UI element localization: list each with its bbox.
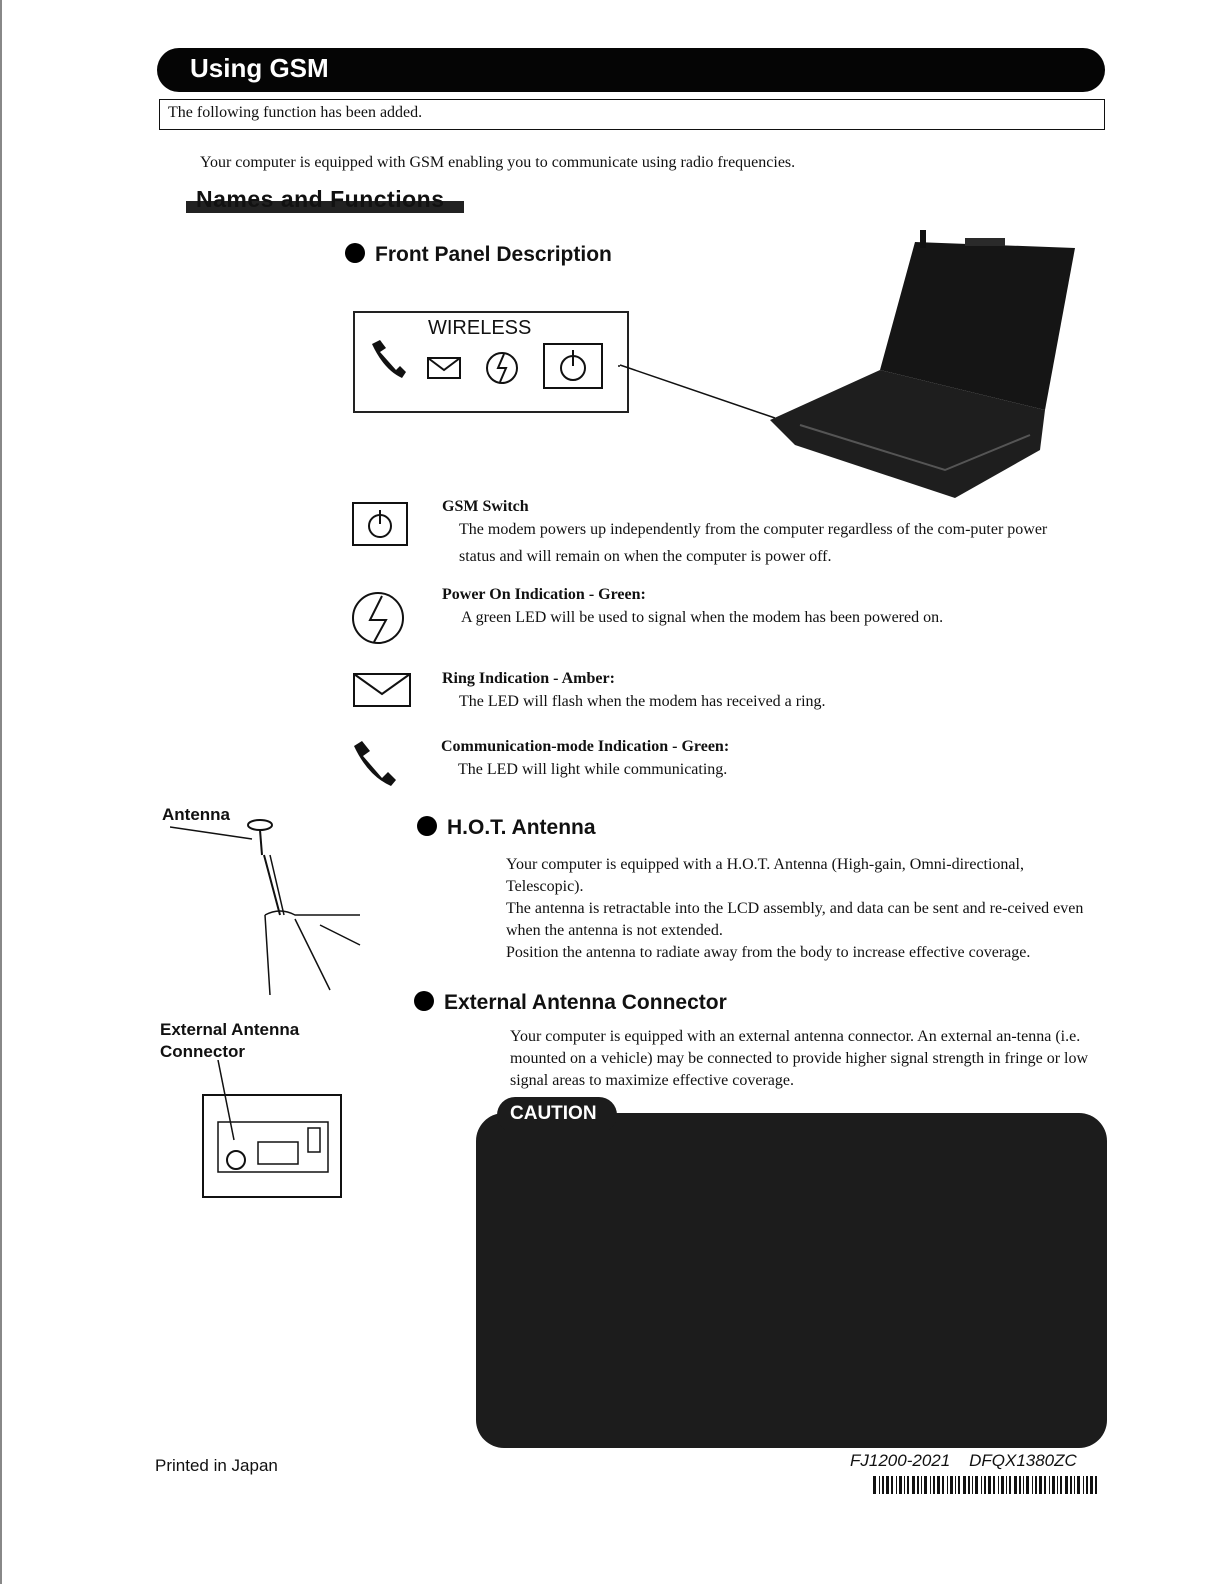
note-text: The following function has been added.	[168, 104, 423, 121]
item-ring: Ring Indication - Amber: The LED will flash when the modem has received a ring.	[442, 670, 826, 710]
barcode-bar	[1035, 1476, 1037, 1494]
power-on-indicator-icon	[350, 590, 410, 646]
barcode-bar	[1065, 1476, 1068, 1494]
external-antenna-text: Your computer is equipped with an external antenna connector. An external an-tenna (i.e. mounted on a vehicle) may be connected to provide higher signal strength in fringe or low signal areas to maximize effective coverage.	[510, 1028, 1089, 1089]
barcode-bar	[1019, 1476, 1021, 1494]
barcode-bar	[1032, 1476, 1033, 1494]
barcode-bar	[1026, 1476, 1029, 1494]
bullet-icon	[417, 816, 437, 836]
barcode-bar	[1006, 1476, 1007, 1494]
front-panel-heading: Front Panel Description	[345, 243, 612, 267]
bullet-icon	[414, 991, 434, 1011]
laptop-illustration	[615, 230, 1115, 510]
wireless-label: WIRELESS	[428, 317, 532, 339]
hot-antenna-text: Your computer is equipped with a H.O.T. Antenna (High-gain, Omni-directional, Telescopic). The antenna is retractable into the LCD assembly, and data can be sent and re-ceived even when the antenna is not extended. Position the antenna to radiate away from the body to increase effective coverage.	[506, 856, 1084, 961]
barcode-bar	[1057, 1476, 1058, 1494]
gsm-switch-icon	[350, 500, 410, 548]
barcode-bar	[988, 1476, 991, 1494]
barcode-bar	[1060, 1476, 1062, 1494]
names-heading: Names and Functions	[186, 186, 464, 213]
barcode-bar	[904, 1476, 905, 1494]
external-antenna-label: External Antenna Connector	[160, 1020, 300, 1061]
item-communication: Communication-mode Indication - Green: The LED will light while communicating.	[441, 738, 730, 778]
power-indicator-icon	[487, 353, 517, 383]
caution-label: CAUTION	[510, 1103, 597, 1124]
envelope-icon	[428, 358, 460, 378]
ring-envelope-icon	[352, 670, 412, 710]
barcode-bar	[907, 1476, 909, 1494]
barcode-bar	[1095, 1476, 1097, 1494]
power-switch-icon	[544, 344, 602, 388]
barcode-bar	[1077, 1476, 1080, 1494]
barcode-bar	[879, 1476, 880, 1494]
barcode-bar	[993, 1476, 995, 1494]
phone-icon	[372, 340, 406, 378]
panel-icons	[360, 336, 620, 396]
barcode-bar	[1023, 1476, 1024, 1494]
printed-in: Printed in Japan	[155, 1456, 278, 1475]
barcode-bar	[947, 1476, 948, 1494]
barcode-bar	[930, 1476, 931, 1494]
barcode-bar	[899, 1476, 902, 1494]
barcode-bar	[981, 1476, 982, 1494]
barcode-bar	[968, 1476, 970, 1494]
barcode-bar	[975, 1476, 978, 1494]
barcode-bar	[1044, 1476, 1046, 1494]
barcode-bar	[1090, 1476, 1093, 1494]
intro-text: Your computer is equipped with GSM enabling you to communicate using radio frequencies.	[200, 154, 796, 171]
barcode-bar	[1049, 1476, 1050, 1494]
item-power-on: Power On Indication - Green: A green LED will be used to signal when the modem has been powered on.	[442, 586, 944, 626]
barcode-bar	[924, 1476, 927, 1494]
page-title: Using GSM	[190, 53, 329, 83]
barcode-bar	[937, 1476, 940, 1494]
barcode-bar	[1014, 1476, 1017, 1494]
barcode-bar	[933, 1476, 935, 1494]
hot-antenna-heading: H.O.T. Antenna	[417, 816, 596, 840]
page-edge	[0, 0, 2, 1584]
barcode-bar	[972, 1476, 973, 1494]
barcode-bar	[882, 1476, 884, 1494]
external-antenna-heading: External Antenna Connector	[414, 991, 727, 1015]
barcode-bar	[912, 1476, 915, 1494]
barcode-bar	[1052, 1476, 1055, 1494]
item-gsm-switch: GSM Switch The modem powers up independently from the computer regardless of the com-puter power status and will remain on when the computer is power off.	[442, 498, 1048, 565]
barcode-bar	[1070, 1476, 1072, 1494]
barcode-bar	[886, 1476, 889, 1494]
barcode-bar	[891, 1476, 893, 1494]
barcode-bar	[984, 1476, 986, 1494]
connector-illustration	[200, 1060, 345, 1200]
barcode-bar	[963, 1476, 966, 1494]
bullet-icon	[345, 243, 365, 263]
barcode-bar	[1009, 1476, 1011, 1494]
barcode-bar	[950, 1476, 953, 1494]
barcode-bar	[1074, 1476, 1075, 1494]
barcode-bar	[896, 1476, 897, 1494]
barcode-bar	[955, 1476, 956, 1494]
antenna-illustration	[170, 815, 370, 995]
caution-box	[476, 1113, 1107, 1448]
barcode-bar	[873, 1476, 876, 1494]
barcode-bar	[958, 1476, 960, 1494]
barcode-bar	[917, 1476, 919, 1494]
barcode-bar	[1086, 1476, 1088, 1494]
barcode-bar	[1001, 1476, 1004, 1494]
barcode	[873, 1476, 1099, 1494]
barcode-bar	[1039, 1476, 1042, 1494]
barcode-bar	[942, 1476, 944, 1494]
note-box	[159, 99, 1105, 130]
barcode-bar	[998, 1476, 999, 1494]
document-code: FJ1200-2021 DFQX1380ZC	[850, 1451, 1077, 1470]
barcode-bar	[921, 1476, 922, 1494]
barcode-bar	[1083, 1476, 1084, 1494]
antenna-label: Antenna	[162, 805, 230, 824]
communication-phone-icon	[348, 738, 408, 790]
